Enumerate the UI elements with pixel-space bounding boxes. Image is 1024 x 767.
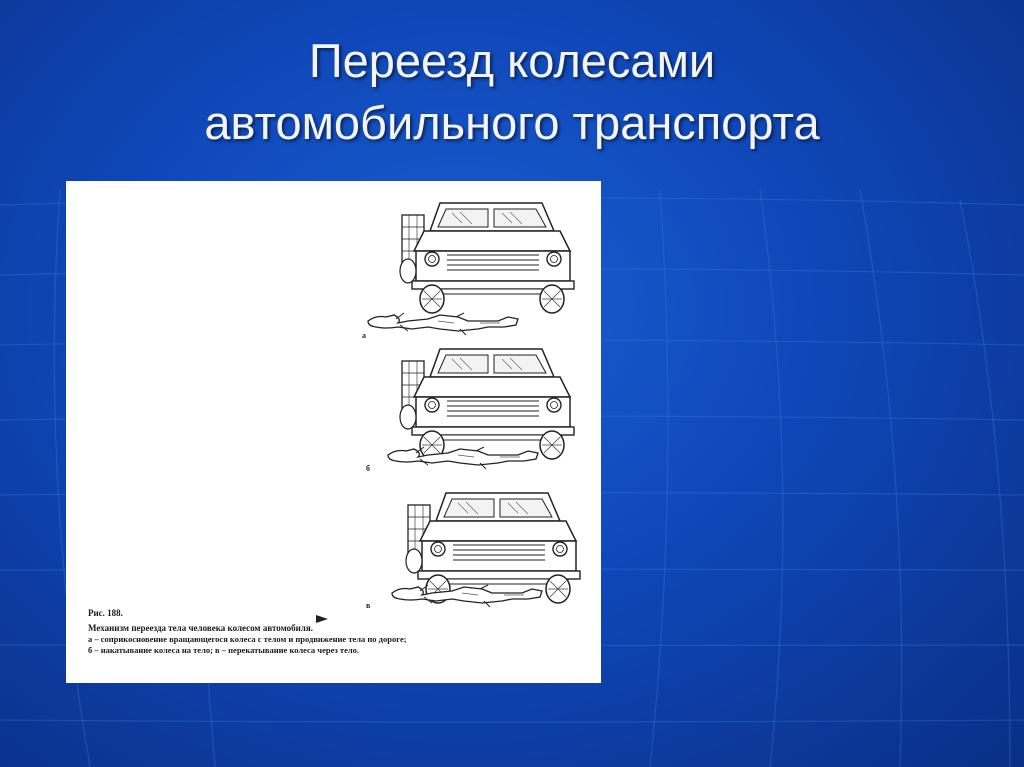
caption-line-1: а – соприкосновение вращающегося колеса с телом и продвижение тела по дороге; — [88, 634, 407, 644]
panel-label-a: а — [362, 331, 366, 340]
caption-line-2: б – накатывание колеса на тело; в – перекатывание колеса через тело. — [88, 645, 359, 655]
caption-title: Механизм переезда тела человека колесом автомобиля. — [88, 623, 313, 633]
panel-label-b: б — [366, 464, 370, 473]
figure-caption — [88, 607, 593, 656]
caption-number: Рис. 188. — [88, 608, 123, 618]
title-line-1: Переезд колесами — [308, 34, 716, 87]
illustration-figure — [66, 181, 601, 683]
truck-panel-b — [388, 349, 574, 469]
title-line-2: автомобильного транспорта — [204, 96, 820, 149]
slide-title — [40, 30, 984, 154]
panel-label-c: в — [366, 601, 371, 610]
truck-panel-a — [368, 203, 574, 335]
truck-panel-c — [392, 493, 580, 607]
